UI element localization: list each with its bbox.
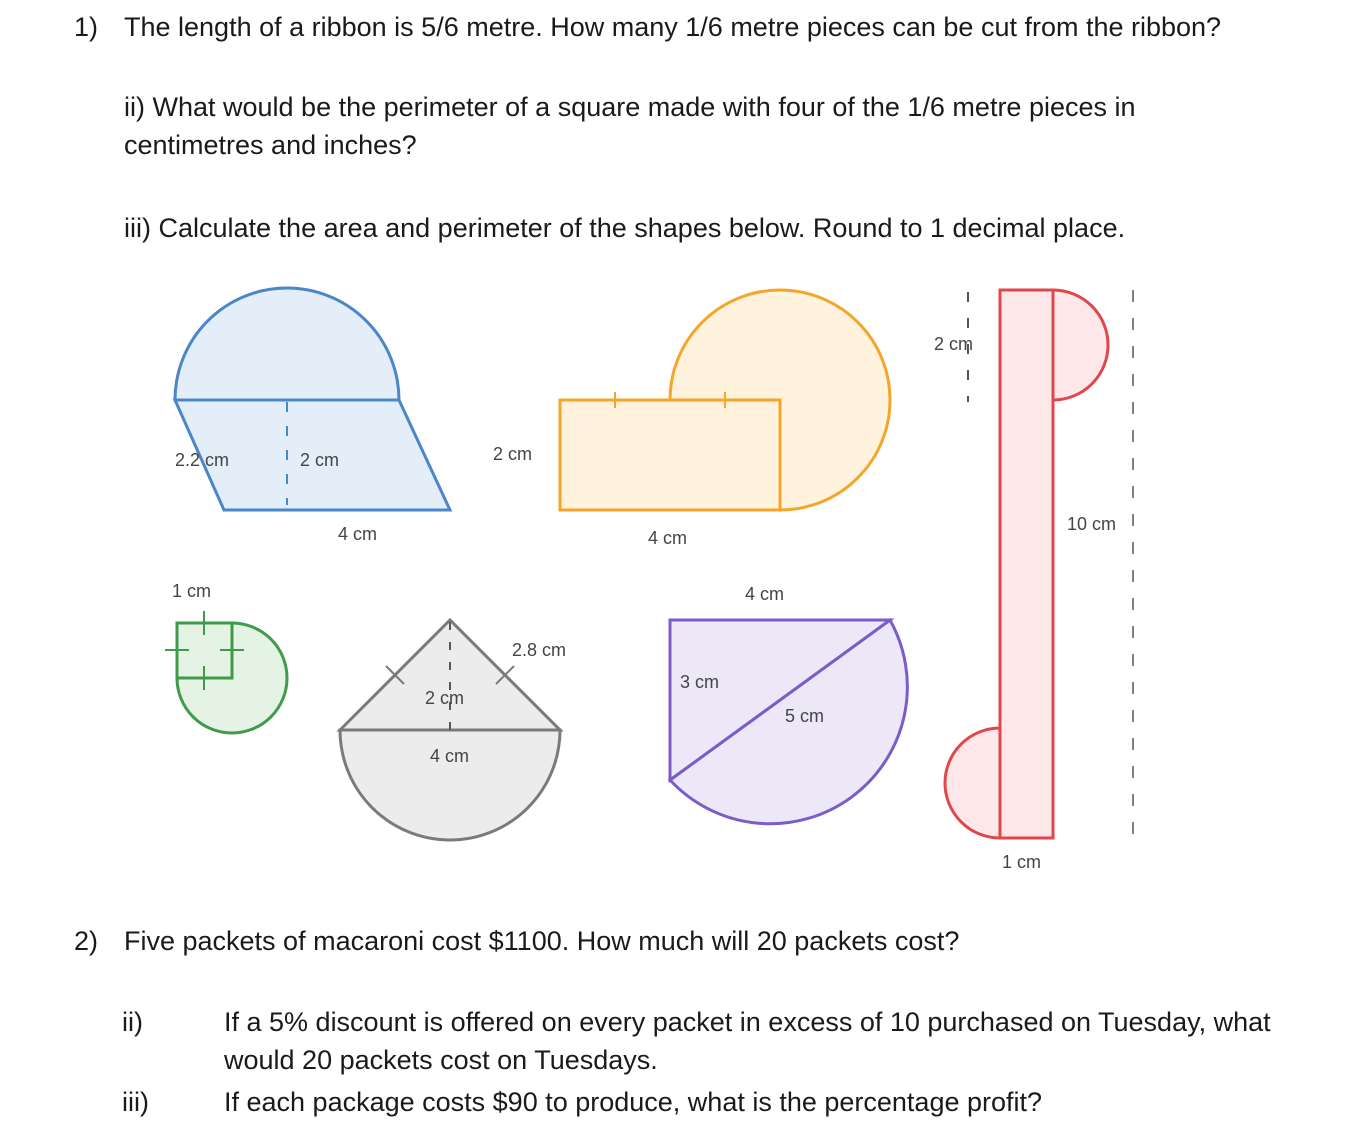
red-shape — [934, 290, 1133, 872]
purple-shape — [670, 584, 907, 824]
blue-label-slant: 2.2 cm — [175, 450, 230, 470]
q2-text: Five packets of macaroni cost $1100. How much will 20 packets cost? — [124, 926, 960, 956]
q1-number: 1) — [74, 12, 99, 42]
orange-shape — [493, 290, 890, 548]
green-label-side: 1 cm — [172, 581, 212, 601]
blue-label-base: 4 cm — [338, 524, 378, 544]
q1-iii-text: iii) Calculate the area and perimeter of the shapes below. Round to 1 decimal place. — [124, 213, 1126, 243]
red-label-width: 1 cm — [1002, 852, 1042, 872]
red-label-length: 10 cm — [1067, 514, 1117, 534]
purple-label-hyp: 5 cm — [785, 706, 825, 726]
orange-label-height: 2 cm — [493, 444, 533, 464]
gray-label-slant: 2.8 cm — [512, 640, 567, 660]
q2-iii-number: iii) — [122, 1087, 149, 1117]
blue-shape — [175, 288, 450, 544]
q2-number: 2) — [74, 926, 99, 956]
gray-label-height: 2 cm — [425, 688, 465, 708]
q1-ii-text: ii) What would be the perimeter of a square made with four of the 1/6 metre pieces in centimetres and inches? — [124, 92, 1136, 160]
red-label-diameter: 2 cm — [934, 334, 974, 354]
purple-label-side: 3 cm — [680, 672, 720, 692]
gray-label-base: 4 cm — [430, 746, 470, 766]
gray-shape — [340, 620, 566, 840]
orange-label-width: 4 cm — [648, 528, 688, 548]
q2-ii-number: ii) — [122, 1007, 143, 1037]
q2-ii-text: If a 5% discount is offered on every packet in excess of 10 purchased on Tuesday, what would 20 packets cost on Tuesdays. — [224, 1007, 1271, 1075]
green-shape — [165, 581, 287, 733]
blue-label-height: 2 cm — [300, 450, 340, 470]
purple-label-top: 4 cm — [745, 584, 785, 604]
q2-iii-text: If each package costs $90 to produce, what is the percentage profit? — [224, 1087, 1043, 1117]
q1-text: The length of a ribbon is 5/6 metre. How many 1/6 metre pieces can be cut from the ribbon? — [124, 12, 1222, 42]
